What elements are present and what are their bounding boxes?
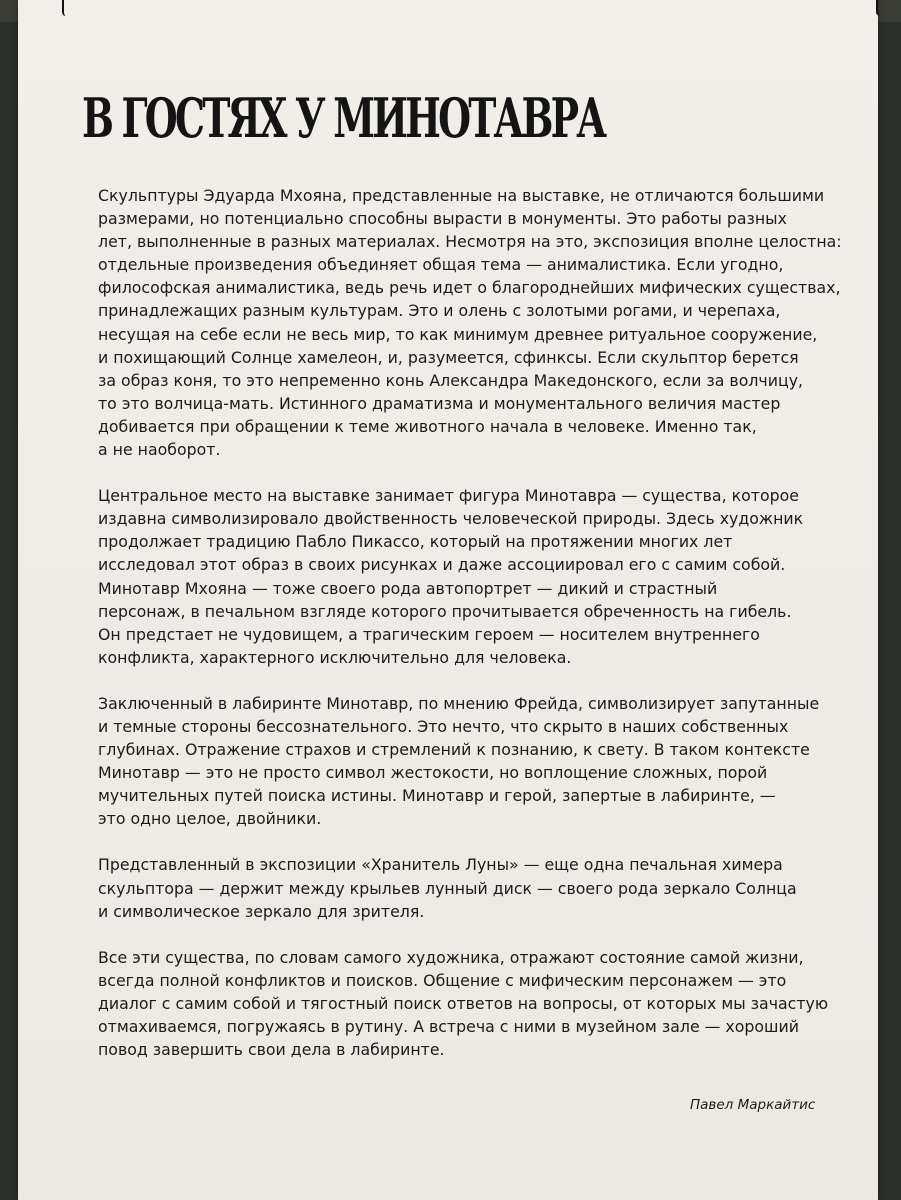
text-line: Заключенный в лабиринте Минотавр, по мнению Фрейда, символизирует запутанные <box>98 693 820 713</box>
panel-title: В ГОСТЯХ У МИНОТАВРА <box>82 86 605 150</box>
text-line: философская анималистика, ведь речь идет о благороднейших мифических существах, <box>98 278 841 298</box>
text-line: это одно целое, двойники. <box>98 809 322 829</box>
text-line: Центральное место на выставке занимает фигура Минотавра — существа, которое <box>98 486 799 506</box>
text-line: скульптора — держит между крыльев лунный диск — своего рода зеркало Солнца <box>98 878 797 898</box>
text-line: отмахиваемся, погружаясь в рутину. А встреча с ними в музейном зале — хороший <box>98 1017 799 1036</box>
text-line: глубинах. Отражение страхов и стремлений к познанию, к свету. В таком контексте <box>98 740 810 760</box>
text-line: Он предстает не чудовищем, а трагическим героем — носителем внутреннего <box>98 624 760 644</box>
text-line: издавна символизировало двойственность человеческой природы. Здесь художник <box>98 509 804 529</box>
text-line: Все эти существа, по словам самого художника, отражают состояние самой жизни, <box>98 947 804 967</box>
hanging-hook-left <box>62 0 68 16</box>
text-line: мучительных путей поиска истины. Минотавр и герой, запертые в лабиринте, — <box>98 786 776 806</box>
text-line: всегда полной конфликтов и поисков. Общение с мифическим персонажем — это <box>98 970 787 990</box>
text-line: Представленный в экспозиции «Хранитель Луны» — еще одна печальная химера <box>98 855 783 875</box>
text-line: размерами, но потенциально способны вырасти в монументы. Это работы разных <box>98 209 787 229</box>
text-line: персонаж, в печальном взгляде которого прочитывается обреченность на гибель. <box>98 601 792 621</box>
text-line: отдельные произведения объединяет общая тема — анималистика. Если угодно, <box>98 255 784 275</box>
author-signature: Павел Маркайтис <box>690 1097 816 1113</box>
text-line: и темные стороны бессознательного. Это нечто, что скрыто в наших собственных <box>98 716 789 736</box>
text-line: диалог с самим собой и тягостный поиск ответов на вопросы, от которых мы зачастую <box>98 993 829 1013</box>
text-line: конфликта, характерного исключительно для человека. <box>98 647 572 667</box>
text-line: и символическое зеркало для зрителя. <box>98 901 425 921</box>
text-line: несущая на себе если не весь мир, то как минимум древнее ритуальное сооружение, <box>98 324 818 344</box>
hanging-hook-right <box>876 0 882 16</box>
text-line: повод завершить свои дела в лабиринте. <box>98 1040 445 1060</box>
panel-body-text <box>98 184 842 1084</box>
text-line: лет, выполненные в разных материалах. Несмотря на это, экспозиция вполне целостна: <box>98 232 842 252</box>
text-line: принадлежащих разным культурам. Это и олень с золотыми рогами, и черепаха, <box>98 301 781 321</box>
text-line: а не наоборот. <box>98 440 221 460</box>
paragraph-4 <box>98 853 818 922</box>
text-line: то это волчица-мать. Истинного драматизма и монументального величия мастер <box>98 393 781 413</box>
text-line: Скульптуры Эдуарда Мхояна, представленные на выставке, не отличаются большими <box>98 186 825 205</box>
text-line: и похищающий Солнце хамелеон, и, разумеется, сфинксы. Если скульптор берется <box>98 347 799 367</box>
text-line: продолжает традицию Пабло Пикассо, который на протяжении многих лет <box>98 532 733 552</box>
text-line: добивается при обращении к теме животного начала в человеке. Именно так, <box>98 416 757 436</box>
text-line: Минотавр — это не просто символ жестокости, но воплощение сложных, порой <box>98 763 768 783</box>
text-line: Минотавр Мхояна — тоже своего рода автопортрет — дикий и страстный <box>98 578 718 598</box>
paragraph-3 <box>98 692 818 831</box>
text-line: за образ коня, то это непременно конь Александра Македонского, если за волчицу, <box>98 370 804 390</box>
text-line: исследовал этот образ в своих рисунках и даже ассоциировал его с самим собой. <box>98 555 786 575</box>
paragraph-5 <box>98 946 829 1061</box>
paragraph-1 <box>98 184 842 461</box>
paragraph-2 <box>98 484 818 669</box>
